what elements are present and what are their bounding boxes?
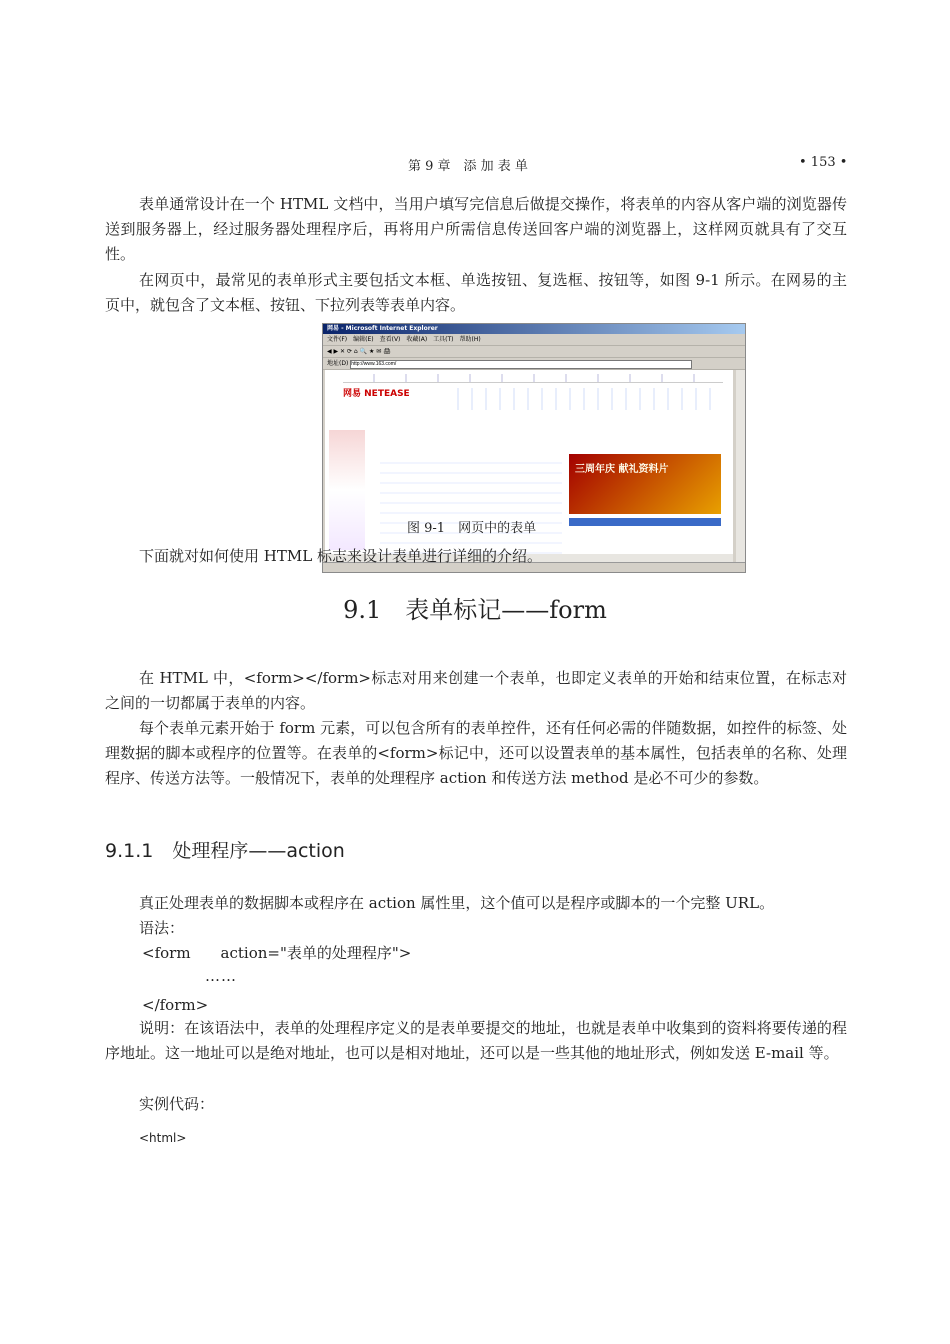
example-label: 实例代码：	[139, 1095, 215, 1113]
news-bar	[569, 518, 721, 526]
paragraph-6: 真正处理表单的数据脚本或程序在 action 属性里，这个值可以是程序或脚本的一个完整 URL。	[139, 894, 775, 912]
window-title: 网易 - Microsoft Internet Explorer	[323, 324, 745, 334]
paragraph-1: 表单通常设计在一个 HTML 文档中，当用户填写完信息后做提交操作，将表单的内容从客户端的浏览器传送到服务器上，经过服务器处理程序后，再将用户所需信息传送回客户端的浏览器上，这样网页就具有了交互性。	[105, 195, 847, 263]
address-label: 地址(D)	[327, 360, 349, 367]
left-ad-column	[329, 430, 365, 550]
section-heading: 9.1 表单标记——form	[343, 596, 607, 624]
code-line-2: ……	[205, 967, 237, 985]
browser-toolbar: ◀ ▶ ✕ ⟳ ⌂ 🔍 ★ ✉ 🖨	[323, 346, 745, 358]
link-list	[380, 454, 562, 554]
running-header-chapter: 第 9 章 添 加 表 单	[408, 159, 528, 174]
channel-links	[445, 388, 715, 410]
subsection-heading: 9.1.1 处理程序——action	[105, 840, 345, 862]
address-input	[350, 360, 692, 369]
vertical-scrollbar	[736, 370, 745, 562]
promo-banner: 三周年庆 献礼资料片	[569, 454, 721, 514]
syntax-label: 语法：	[139, 919, 185, 937]
paragraph-5: 每个表单元素开始于 form 元素，可以包含所有的表单控件，还有任何必需的伴随数据，如控件的标签、处理数据的脚本或程序的位置等。在表单的<form>标记中，还可以设置表单的基本属性，包括表单的名称、处理程序、传送方法等。一般情况下，表单的处理程序 action 和传送方法 method 是必不可少的参数。	[105, 719, 847, 787]
page-number: • 153 •	[799, 155, 848, 170]
address-bar	[323, 358, 745, 370]
code-html-line: <html>	[139, 1131, 187, 1145]
browser-menu-bar: 文件(F) 编辑(E) 查看(V) 收藏(A) 工具(T) 帮助(H)	[323, 334, 745, 346]
paragraph-2: 在网页中，最常见的表单形式主要包括文本框、单选按钮、复选框、按钮等，如图 9-1 所示。在网易的主页中，就包含了文本框、按钮、下拉列表等表单内容。	[105, 271, 847, 314]
code-line-3: </form>	[142, 996, 209, 1014]
netease-logo: 网易 NETEASE	[343, 389, 410, 399]
paragraph-7: 说明：在该语法中，表单的处理程序定义的是表单要提交的地址，也就是表单中收集到的资料将要传递的程序地址。这一地址可以是绝对地址，也可以是相对地址，还可以是一些其他的地址形式，例如发送 E-mail 等。	[105, 1019, 847, 1062]
paragraph-3: 下面就对如何使用 HTML 标志来设计表单进行详细的介绍。	[139, 547, 542, 565]
figure-caption: 图 9-1 网页中的表单	[407, 521, 537, 536]
code-line-1: <form action="表单的处理程序">	[142, 944, 412, 962]
login-form-row	[343, 374, 723, 383]
paragraph-4: 在 HTML 中，<form></form>标志对用来创建一个表单，也即定义表单的开始和结束位置，在标志对之间的一切都属于表单的内容。	[105, 669, 847, 712]
